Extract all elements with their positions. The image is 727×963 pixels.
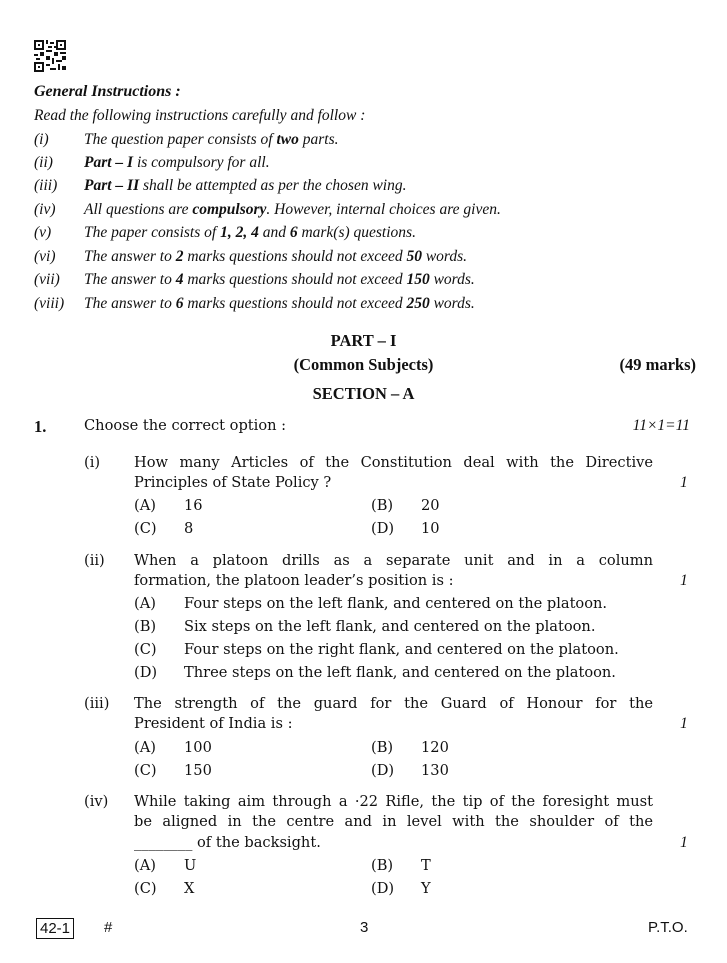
instructions-title: General Instructions : <box>34 83 181 100</box>
instruction-segment: words. <box>421 248 468 265</box>
option-label: (C) <box>134 880 157 897</box>
option-label: (D) <box>134 664 158 681</box>
instruction-segment: . However, internal choices are given. <box>266 201 501 218</box>
question-number: 1. <box>34 417 47 436</box>
option-label: (A) <box>134 595 156 612</box>
subquestion-text-line2: be aligned in the centre and in level with the shoulder of the <box>134 813 653 830</box>
option-label: (B) <box>134 618 157 635</box>
instruction-number: (iv) <box>34 201 56 218</box>
instruction-emphasis: 6 <box>289 224 298 241</box>
option-text: Y <box>421 880 431 897</box>
part-marks: (49 marks) <box>619 355 696 374</box>
option-text: Three steps on the left flank, and centered on the platoon. <box>184 664 616 681</box>
instruction-emphasis: 2 <box>175 248 184 265</box>
instruction-number: (viii) <box>34 295 65 312</box>
option-text: Four steps on the left flank, and centered on the platoon. <box>184 595 608 612</box>
instruction-segment: mark(s) questions. <box>297 224 416 241</box>
instruction-number: (iii) <box>34 177 58 194</box>
option-text: Four steps on the right flank, and centered on the platoon. <box>184 641 619 658</box>
subquestion-text-line2: President of India is : <box>134 715 293 732</box>
option-label: (A) <box>134 497 156 514</box>
option-text: T <box>421 857 431 874</box>
option-text: 10 <box>421 520 440 537</box>
instruction-emphasis: 1, 2, 4 <box>220 224 259 241</box>
subquestion-number: (ii) <box>84 552 105 569</box>
instruction-text <box>84 177 406 195</box>
paper-code-box: 42-1 <box>36 918 74 939</box>
option-label: (A) <box>134 739 156 756</box>
option-label: (B) <box>371 857 394 874</box>
option-label: (D) <box>371 520 395 537</box>
option-label: (C) <box>134 520 157 537</box>
instruction-emphasis: Part – II <box>84 177 140 194</box>
subquestion-number: (iv) <box>84 793 109 810</box>
subquestion-text-line3: ________ of the backsight. <box>134 834 321 851</box>
part-subtitle: (Common Subjects) <box>293 355 434 374</box>
option-text: 150 <box>184 762 212 779</box>
subquestion-mark: 1 <box>680 715 688 732</box>
instruction-segment: The paper consists of <box>84 224 221 241</box>
instruction-text <box>84 201 501 219</box>
instruction-emphasis: 50 <box>406 248 422 265</box>
section-title: SECTION – A <box>312 384 415 403</box>
page-number: 3 <box>360 919 369 936</box>
instruction-text <box>84 271 475 289</box>
instruction-emphasis: 6 <box>175 295 184 312</box>
option-label: (C) <box>134 762 157 779</box>
option-label: (B) <box>371 497 394 514</box>
instruction-number: (vii) <box>34 271 60 288</box>
instruction-segment: The question paper consists of <box>84 131 277 148</box>
instruction-segment: and <box>258 224 290 241</box>
pto-label: P.T.O. <box>648 919 688 936</box>
option-text: 8 <box>184 520 194 537</box>
instructions-intro: Read the following instructions carefully and follow : <box>34 107 366 124</box>
instruction-segment: shall be attempted as per the chosen wing. <box>139 177 407 194</box>
instruction-segment: words. <box>429 295 475 312</box>
option-label: (D) <box>371 762 395 779</box>
footer-hash: # <box>104 919 113 936</box>
option-text: 16 <box>184 497 203 514</box>
option-text: 20 <box>421 497 440 514</box>
instruction-emphasis: compulsory <box>192 201 267 218</box>
instruction-number: (ii) <box>34 154 53 171</box>
option-label: (D) <box>371 880 395 897</box>
instruction-emphasis: two <box>276 131 299 148</box>
subquestion-text-line1: The strength of the guard for the Guard of Honour for the <box>134 695 653 712</box>
instruction-emphasis: 4 <box>175 271 184 288</box>
subquestion-text-line1: While taking aim through a ·22 Rifle, the tip of the foresight must <box>134 793 653 810</box>
option-text: 120 <box>421 739 449 756</box>
subquestion-number: (i) <box>84 454 101 471</box>
instruction-emphasis: 150 <box>406 271 430 288</box>
instruction-segment: marks questions should not exceed <box>183 295 407 312</box>
option-text: 130 <box>421 762 449 779</box>
option-label: (B) <box>371 739 394 756</box>
instruction-number: (vi) <box>34 248 56 265</box>
option-text: U <box>184 857 197 874</box>
instruction-text <box>84 224 416 242</box>
instruction-emphasis: Part – I <box>84 154 134 171</box>
subquestion-mark: 1 <box>680 572 688 589</box>
instruction-number: (v) <box>34 224 52 241</box>
option-text: X <box>184 880 195 897</box>
instruction-segment: The answer to <box>84 271 176 288</box>
subquestion-text-line2: Principles of State Policy ? <box>134 474 332 491</box>
question-marks: 11×1=11 <box>632 417 690 434</box>
subquestion-mark: 1 <box>680 834 688 851</box>
instruction-text <box>84 295 475 313</box>
subquestion-text-line1: How many Articles of the Constitution deal with the Directive <box>134 454 653 471</box>
option-text: Six steps on the left flank, and centered on the platoon. <box>184 618 596 635</box>
subquestion-text-line2: formation, the platoon leader’s position is : <box>134 572 454 589</box>
qr-code <box>34 40 66 72</box>
instruction-segment: marks questions should not exceed <box>183 271 407 288</box>
option-label: (A) <box>134 857 156 874</box>
subquestion-mark: 1 <box>680 474 688 491</box>
subquestion-text-line1: When a platoon drills as a separate unit and in a column <box>134 552 653 569</box>
question-text: Choose the correct option : <box>84 417 287 434</box>
instruction-segment: is compulsory for all. <box>133 154 270 171</box>
instruction-segment: All questions are <box>84 201 193 218</box>
subquestion-number: (iii) <box>84 695 110 712</box>
instruction-segment: marks questions should not exceed <box>183 248 407 265</box>
instruction-number: (i) <box>34 131 49 148</box>
instruction-text <box>84 248 467 266</box>
instruction-segment: The answer to <box>84 295 176 312</box>
instruction-segment: words. <box>429 271 475 288</box>
option-text: 100 <box>184 739 212 756</box>
instruction-emphasis: 250 <box>406 295 430 312</box>
instruction-segment: parts. <box>298 131 339 148</box>
instruction-text <box>84 154 270 172</box>
option-label: (C) <box>134 641 157 658</box>
instruction-text <box>84 131 339 149</box>
instruction-segment: The answer to <box>84 248 176 265</box>
part-title: PART – I <box>330 331 397 350</box>
